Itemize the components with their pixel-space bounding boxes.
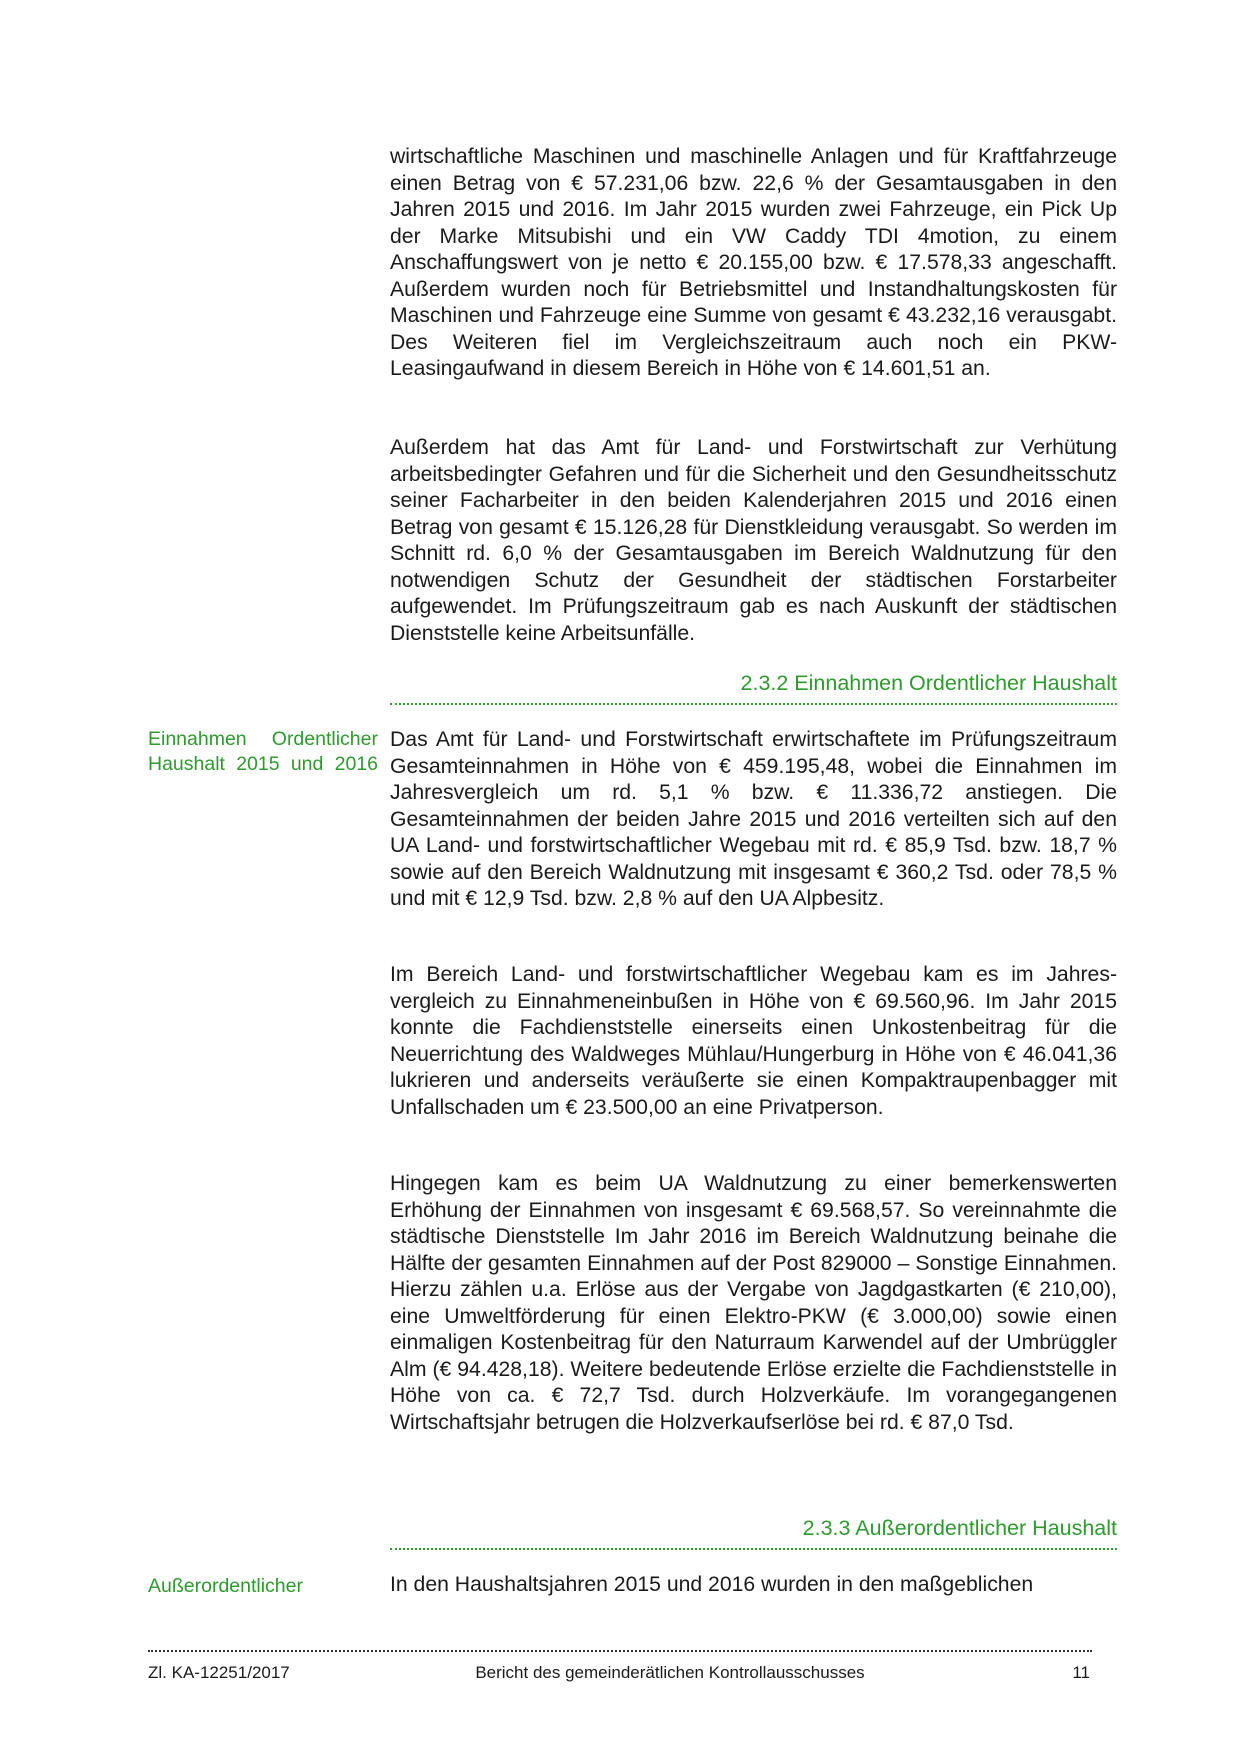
paragraph-ausserordentlich-start: In den Haushaltsjahren 2015 und 2016 wurden in den maßgeblichen: [390, 1573, 1034, 1596]
margin-note-ausserordentlich: Außerordentlicher: [148, 1575, 303, 1597]
footer-title: Bericht des gemeinderätlichen Kontrollausschusses: [475, 1663, 865, 1682]
page-number: 11: [1072, 1663, 1090, 1682]
paragraph-total-revenue: Das Amt für Land- und Forstwirtschaft erwirtschaftete im Prüfungszeitraum Gesamteinnahmen in Höhe von € 459.195,48, wobei die Einnahmen im Jahresvergleich um rd. 5,1 % bzw. € 11.336,72 anstiegen. Die Gesamteinnahmen der beiden Jahre 2015 und 2016 verteilten sich auf den UA Land- und forstwirtschaftlicher Wegebau mit rd. € 85,9 Tsd. bzw. 18,7 % sowie auf den Bereich Waldnutzung mit insgesamt € 360,2 Tsd. oder 78,5 % und mit € 12,9 Tsd. bzw. 2,8 % auf den UA Alpbesitz.: [390, 728, 1117, 910]
paragraph-vehicles: wirtschaftliche Maschinen und maschinelle Anlagen und für Kraftfahrzeuge einen Betrag von € 57.231,06 bzw. 22,6 % der Gesamtausgaben in den Jahren 2015 und 2016. Im Jahr 2015 wurden zwei Fahrzeuge, ein Pick Up der Marke Mitsubishi und ein VW Caddy TDI 4motion, zu einem Anschaffungswert von je netto € 20.155,00 bzw. € 17.578,33 angeschafft. Außerdem wurden noch für Betriebsmittel und Instandhaltungskosten für Maschinen und Fahrzeuge eine Summe von gesamt € 43.232,16 verausgabt. Des Weiteren fiel im Vergleichszeitraum auch noch ein PKW-Leasingaufwand in diesem Bereich in Höhe von € 14.601,51 an.: [390, 145, 1117, 380]
footer-reference: Zl. KA-12251/2017: [148, 1663, 290, 1682]
footer-divider: [148, 1650, 1092, 1652]
paragraph-wegebau: Im Bereich Land- und forstwirtschaftlicher Wegebau kam es im Jahresvergleich zu Einnahmeneinbußen in Höhe von € 69.560,96. Im Jahr 2015 konnte die Fachdienststelle einerseits einen Unkostenbeitrag für die Neuerrichtung des Waldweges Mühlau/Hungerburg in Höhe von € 46.041,36 lukrieren und anderseits veräußerte sie einen Kompaktraupenbagger mit Unfallschaden um € 23.500,00 an eine Privatperson.: [390, 963, 1117, 1119]
section-heading-2-3-3: 2.3.3 Außerordentlicher Haushalt: [390, 1515, 1117, 1550]
section-heading-2-3-2: 2.3.2 Einnahmen Ordentlicher Haushalt: [390, 670, 1117, 705]
margin-note-einnahmen: Einnahmen Ordentlicher Haushalt 2015 und 2016: [148, 728, 378, 775]
paragraph-work-clothing: Außerdem hat das Amt für Land- und Forstwirtschaft zur Verhütung arbeitsbedingter Gefahren und für die Sicherheit und den Gesundheitsschutz seiner Facharbeiter in den beiden Kalenderjahren 2015 und 2016 einen Betrag von gesamt € 15.126,28 für Dienstkleidung verausgabt. So werden im Schnitt rd. 6,0 % der Gesamtausgaben im Bereich Waldnutzung für den notwendigen Schutz der Gesundheit der städtischen Forstarbeiter aufgewendet. Im Prüfungszeitraum gab es nach Auskunft der städtischen Dienststelle keine Arbeitsunfälle.: [390, 436, 1117, 645]
paragraph-waldnutzung: Hingegen kam es beim UA Waldnutzung zu einer bemerkenswerten Erhöhung der Einnahmen von insgesamt € 69.568,57. So vereinnahmte die städtische Dienststelle Im Jahr 2016 im Bereich Waldnutzung beinahe die Hälfte der gesamten Einnahmen auf der Post 829000 – Sonstige Einnahmen. Hierzu zählen u.a. Erlöse aus der Vergabe von Jagdgastkarten (€ 210,00), eine Umweltförderung für einen Elektro-PKW (€ 3.000,00) sowie einen einmaligen Kostenbeitrag für den Naturraum Karwendel auf der Umbrüggler Alm (€ 94.428,18). Weitere bedeutende Erlöse erzielte die Fachdienststelle in Höhe von ca. € 72,7 Tsd. durch Holzverkäufe. Im vorangegangenen Wirtschaftsjahr betrugen die Holzverkaufserlöse bei rd. € 87,0 Tsd.: [390, 1172, 1117, 1434]
